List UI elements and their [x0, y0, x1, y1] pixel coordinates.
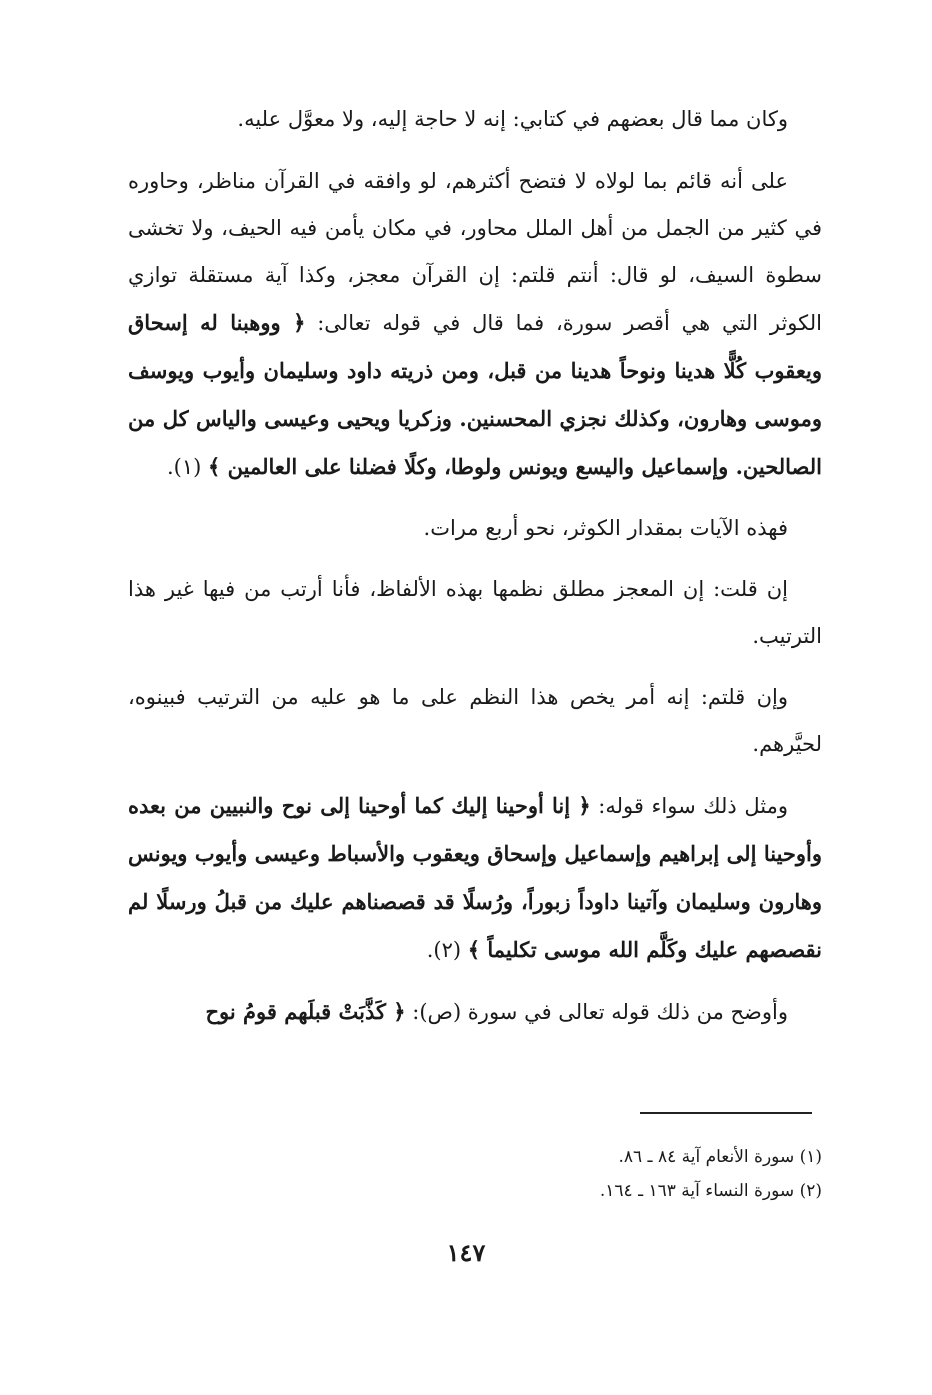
footnotes — [128, 1140, 822, 1208]
page-number: ١٤٧ — [446, 1238, 486, 1267]
quran-quote: ﴿ كَذَّبَتْ قبلَهم قومُ نوح — [205, 999, 406, 1024]
footnote-separator — [640, 1112, 812, 1114]
quran-quote: ﴿ ووهبنا له إسحاق ويعقوب كُلًّا هدينا ونوحاً هدينا من قبل، ومن ذريته داود وسليمان وأيوب ويوسف وموسى وهارون، وكذلك نجزي المحسنين. وزكريا ويحيى وعيسى والياس كل من الصالحين. وإسماعيل واليسع ويونس ولوطا، وكلًا فضلنا على العالمين ﴾ — [128, 310, 822, 479]
paragraph-5 — [128, 674, 822, 768]
paragraph-6-text: ومثل ذلك سواء قوله: — [590, 794, 788, 818]
footnote-1: (١) سورة الأنعام آية ٨٤ ـ ٨٦. — [618, 1147, 822, 1167]
quran-quote: ﴿ إنا أوحينا إليك كما أوحينا إلى نوح والنبيين من بعده وأوحينا إلى إبراهيم وإسماعيل وإسحاق ويعقوب والأسباط وعيسى وأيوب ويونس وهارون وسليمان وآتينا داوداً زبوراً، ورُسلًا قد قصصناهم عليك من قبلُ ورسلًا لم نقصصهم عليك وكَلَّم الله موسى تكليماً ﴾ — [128, 793, 822, 962]
paragraph-3-text: فهذه الآيات بمقدار الكوثر، نحو أربع مرات. — [423, 516, 788, 540]
paragraph-6 — [128, 782, 822, 974]
paragraph-1-text: وكان مما قال بعضهم في كتابي: إنه لا حاجة إليه، ولا معوَّل عليه. — [237, 107, 788, 131]
paragraph-7 — [128, 988, 822, 1036]
paragraph-7-text: وأوضح من ذلك قوله تعالى في سورة (ص): — [405, 1000, 788, 1024]
paragraph-2 — [128, 158, 822, 491]
footnote-ref-1: (١). — [166, 455, 209, 479]
paragraph-3 — [128, 505, 822, 552]
footnote-ref-2: (٢). — [426, 938, 468, 962]
paragraph-5-text: وإن قلتم: إنه أمر يخص هذا النظم على ما هو عليه من الترتيب فبينوه، لحيَّرهم. — [128, 685, 822, 756]
paragraph-1 — [128, 96, 822, 143]
paragraph-4-text: إن قلت: إن المعجز مطلق نظمها بهذه الألفاظ، فأنا أرتب من فيها غير هذا الترتيب. — [128, 577, 822, 648]
footnote-2: (٢) سورة النساء آية ١٦٣ ـ ١٦٤. — [599, 1181, 822, 1201]
paragraph-2-text: على أنه قائم بما لولاه لا فتضح أكثرهم، لو وافقه في القرآن مناظر، وحاوره في كثير من الجمل من أهل الملل محاور، في مكان يأمن فيه الحيف، ولا تخشى سطوة السيف، لو قال: أنتم قلتم: إن القرآن معجز، وكذا آية مستقلة توازي الكوثر التي هي أقصر سورة، فما قال في قوله تعالى: — [128, 169, 822, 335]
body-text — [128, 96, 822, 1036]
paragraph-4 — [128, 566, 822, 660]
